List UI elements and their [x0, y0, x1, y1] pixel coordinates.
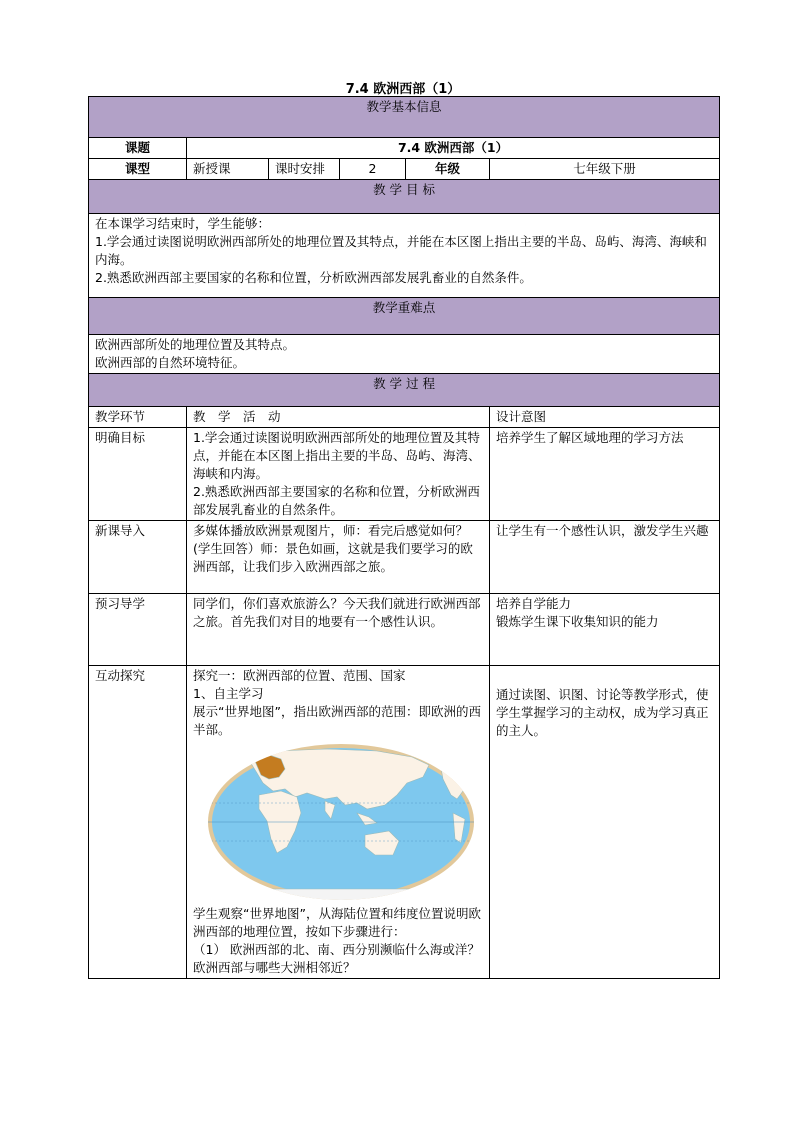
grade-label: 年级	[406, 159, 490, 180]
objectives-header: 教 学 目 标	[89, 180, 720, 214]
activity-line: 探究一：欧洲西部的位置、范围、国家	[193, 668, 406, 683]
process-row-explore	[89, 666, 720, 979]
type-label: 课型	[89, 159, 187, 180]
process-row-preview	[89, 594, 720, 666]
activity-line: 同学们，你们喜欢旅游么？今天我们就进行欧洲西部之旅。首先我们对目的地要有一个感性认识。	[193, 596, 481, 629]
process-row-goals	[89, 428, 720, 521]
type-value: 新授课	[187, 159, 269, 180]
col-intent-header: 设计意图	[490, 407, 720, 428]
basic-info-header: 教学基本信息	[89, 97, 720, 138]
process-header: 教 学 过 程	[89, 374, 720, 407]
key-point-line: 欧洲西部所处的地理位置及其特点。	[95, 337, 296, 352]
intent-cell: 通过读图、识图、讨论等教学形式，使学生掌握学习的主动权，成为学习真正的主人。	[490, 666, 720, 979]
hours-label: 课时安排	[269, 159, 340, 180]
activity-line: （1） 欧洲西部的北、南、西分别濒临什么海或洋？欧洲西部与哪些大洲相邻近？	[193, 942, 480, 975]
key-points-header-row	[89, 298, 720, 335]
grade-value: 七年级下册	[490, 159, 720, 180]
objectives-line: 1.学会通过读图说明欧洲西部所处的地理位置及其特点，并能在本区图上指出主要的半岛、岛屿、海湾、海峡和内海。	[95, 234, 707, 267]
type-row	[89, 159, 720, 180]
col-activity-header: 教 学 活 动	[187, 407, 490, 428]
key-points-header: 教学重难点	[89, 298, 720, 335]
intent-line: 锻炼学生课下收集知识的能力	[496, 614, 659, 629]
process-row-intro	[89, 521, 720, 594]
intent-cell	[490, 594, 720, 666]
activity-line: 多媒体播放欧洲景观图片，师：看完后感觉如何？(学生回答）师：景色如画，这就是我们要学习的欧洲西部，让我们步入欧洲西部之旅。	[193, 523, 473, 574]
activity-line: 2.熟悉欧洲西部主要国家的名称和位置，分析欧洲西部发展乳畜业的自然条件。	[193, 484, 480, 517]
key-points-row	[89, 335, 720, 374]
key-points-content	[89, 335, 720, 374]
topic-label: 课题	[89, 138, 187, 159]
stage-cell: 明确目标	[89, 428, 187, 521]
activity-line: 展示“世界地图”，指出欧洲西部的范围：即欧洲的西半部。	[193, 704, 481, 737]
stage-cell: 新课导入	[89, 521, 187, 594]
stage-cell: 互动探究	[89, 666, 187, 979]
activity-cell	[187, 428, 490, 521]
process-header-row	[89, 374, 720, 407]
objectives-content	[89, 214, 720, 298]
activity-line: 1、自主学习	[193, 686, 264, 701]
topic-value: 7.4 欧洲西部（1）	[187, 138, 720, 159]
key-point-line: 欧洲西部的自然环境特征。	[95, 355, 246, 370]
objectives-line: 2.熟悉欧洲西部主要国家的名称和位置，分析欧洲西部发展乳畜业的自然条件。	[95, 270, 532, 285]
activity-cell	[187, 594, 490, 666]
process-columns-row	[89, 407, 720, 428]
world-map-image	[207, 743, 475, 901]
topic-row	[89, 138, 720, 159]
col-stage-header: 教学环节	[89, 407, 187, 428]
objectives-header-row	[89, 180, 720, 214]
antarctica-land	[207, 889, 475, 901]
intent-cell: 让学生有一个感性认识，激发学生兴趣	[490, 521, 720, 594]
world-map-svg	[207, 743, 475, 901]
lesson-plan-table	[88, 96, 720, 979]
activity-cell	[187, 521, 490, 594]
activity-cell	[187, 666, 490, 979]
basic-info-header-row	[89, 97, 720, 138]
hours-value: 2	[340, 159, 406, 180]
activity-line: 1.学会通过读图说明欧洲西部所处的地理位置及其特点，并能在本区图上指出主要的半岛、岛屿、海湾、海峡和内海。	[193, 430, 481, 481]
document-title: 7.4 欧洲西部（1）	[345, 82, 461, 97]
intent-cell: 培养学生了解区域地理的学习方法	[490, 428, 720, 521]
greenland-land	[227, 751, 243, 763]
objectives-row	[89, 214, 720, 298]
stage-cell: 预习导学	[89, 594, 187, 666]
activity-line: 学生观察“世界地图”，从海陆位置和纬度位置说明欧洲西部的地理位置，按如下步骤进行：	[193, 906, 481, 939]
objectives-line: 在本课学习结束时，学生能够：	[95, 216, 271, 231]
intent-line: 培养自学能力	[496, 596, 572, 611]
